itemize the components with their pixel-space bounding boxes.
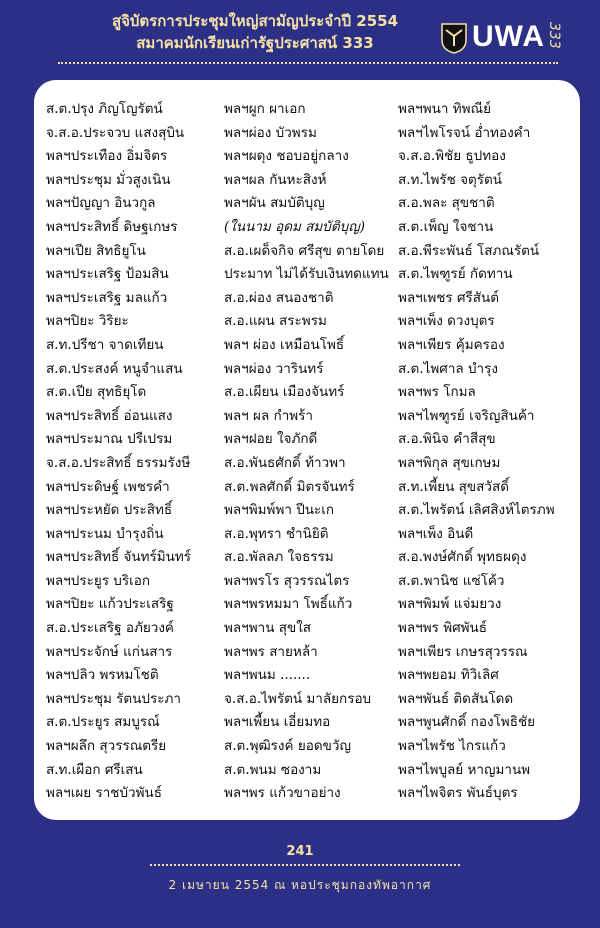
name-entry: พลฯเปีย สิทธิยูโน — [46, 242, 146, 259]
name-entry: ประมาท ไม่ได้รับเงินทดแทน — [224, 266, 389, 283]
name-column-1 — [46, 98, 226, 806]
footer-divider — [150, 864, 460, 866]
name-entry: พลฯผดุง ชอบอยู่กลาง — [224, 148, 349, 165]
name-entry: ส.ต.ปรุง ภิญโญรัตน์ — [46, 101, 163, 117]
name-entry: พลฯประนม บำรุงถิ่น — [46, 525, 164, 542]
name-entry: พลฯไพบูลย์ หาญมานพ — [398, 761, 531, 778]
name-entry: พลฯประสิทธิ์ ดิษฐเกษร — [46, 218, 178, 235]
name-entry: พลฯพูนศักดิ์ กองโพธิชัย — [398, 714, 536, 731]
name-entry: พลฯพันธ์ ติดสันโดด — [398, 690, 514, 707]
name-entry: พลฯเพียร เกษรสุวรรณ — [398, 643, 528, 660]
document-subtitle: สมาคมนักเรียนเก่ารัฐประศาสน์ 333 — [136, 34, 374, 52]
name-entry: ส.ท.เพี้ยน สุขสวัสดิ์ — [398, 478, 509, 495]
name-entry: ส.อ.เผียน เมืองจันทร์ — [224, 384, 345, 401]
name-entry: ส.ต.พุฒิรงค์ ยอดขวัญ — [224, 738, 351, 755]
name-entry: ส.ต.ประยูร สมบูรณ์ — [46, 714, 160, 731]
name-entry: พลฯผลึก สุวรรณตรีย — [46, 738, 167, 755]
name-entry: พลฯพร พิศพันธ์ — [398, 620, 488, 637]
name-entry: ส.อ.พุทรา ชำนิยิติ — [224, 525, 329, 542]
name-entry: ส.ต.ไพศาล บำรุง — [398, 360, 498, 377]
name-entry: พลฯไพฑูรย์ เจริญสินค้า — [398, 407, 535, 424]
name-entry: (ในนาม อุดม สมบัติบุญ) — [224, 218, 365, 235]
name-entry: ส.ต.พลศักดิ์ มิตรจันทร์ — [224, 478, 355, 495]
name-entry: พลฯพรหมมา โพธิ์แก้ว — [224, 596, 353, 613]
name-entry: พลฯประหยัด ประสิทธิ์ — [46, 502, 173, 519]
name-entry: ส.ต.ไพฑูรย์ กัดทาน — [398, 266, 513, 283]
name-entry: พลฯประสิทธิ์ อ่อนแสง — [46, 407, 173, 424]
name-entry: พลฯพาน สุขใส — [224, 620, 312, 637]
name-column-2 — [224, 98, 404, 806]
name-entry: จ.ส.อ.พิชัย ธูปทอง — [398, 148, 506, 165]
name-entry: ส.ท.ปรีชา จาดเทียน — [46, 336, 164, 353]
name-entry: พลฯปิยะ วิริยะ — [46, 313, 129, 330]
name-entry: พลฯเผย ราชบัวพันธ์ — [46, 785, 162, 802]
name-entry: พลฯประชุม รัตนประภา — [46, 690, 181, 707]
name-entry: ส.อ.พีระพันธ์ โสภณรัตน์ — [398, 242, 540, 259]
name-entry: พลฯเพ็ง ดวงบุตร — [398, 313, 495, 330]
name-entry: ส.อ.แผน สระพรม — [224, 313, 327, 330]
name-entry: ส.ท.เผือก ศรีเสน — [46, 761, 143, 778]
name-entry: ส.อ.พงษ์ศักดิ์ พุทธผดุง — [398, 549, 527, 566]
name-entry: พลฯประเสริฐ มลแก้ว — [46, 289, 168, 306]
name-entry: ส.ต.พานิช แซ่โค้ว — [398, 572, 505, 589]
name-entry: ส.ต.ไพรัตน์ เลิศสิงห์ไตรภพ — [398, 502, 555, 519]
name-entry: พลฯพิกุล สุขเกษม — [398, 454, 501, 471]
name-entry: ส.อ.พัลลภ ใจธรรม — [224, 549, 334, 566]
name-entry: พลฯไพจิตร พันธ์บุตร — [398, 785, 518, 802]
name-entry: พลฯพรโร สุวรรณไตร — [224, 572, 350, 589]
name-entry: จ.ส.อ.ประสิทธิ์ ธรรมรังษี — [46, 454, 191, 471]
name-entry: พลฯปลิว พรหมโชติ — [46, 667, 159, 684]
name-entry: พลฯผล กันหะสิงห์ — [224, 171, 327, 188]
name-entry: พลฯไพโรจน์ อ่ำทองคำ — [398, 124, 531, 141]
name-entry: พลฯประเทือง อิ่มจิตร — [46, 148, 168, 165]
logo-text: UWA — [472, 20, 545, 53]
name-entry: พลฯประมาณ ปรีเปรม — [46, 431, 173, 448]
name-entry: ส.อ.พินิจ คำสีสุข — [398, 431, 496, 448]
name-entry: ส.ต.พนม ซองาม — [224, 761, 322, 778]
name-entry: พลฯพร สายหล้า — [224, 643, 318, 660]
name-entry: พลฯประดิษฐ์ เพชรคำ — [46, 478, 170, 495]
logo-number: 333 — [546, 22, 562, 49]
name-entry: พลฯพนม ....... — [224, 667, 311, 684]
name-entry: ส.ท.ไพรัช จตุรัตน์ — [398, 171, 503, 188]
document-title: สูจิบัตรการประชุมใหญ่สามัญประจำปี 2554 — [111, 12, 399, 30]
name-entry: พลฯผ่อง วารินทร์ — [224, 360, 324, 377]
header-divider — [58, 62, 558, 64]
name-entry: พลฯประจักษ์ แก่นสาร — [46, 643, 173, 660]
name-entry: ส.ต.เพ็ญ ใจชาน — [398, 218, 494, 235]
name-entry: พลฯเพี้ยน เอี่ยมทอ — [224, 714, 331, 731]
name-entry: พลฯฝอย ใจภักดี — [224, 431, 318, 448]
name-entry: ส.ต.ประสงค์ หนูจำแสน — [46, 360, 183, 377]
name-entry: พลฯพิมพ์ แจ่มยวง — [398, 596, 502, 613]
name-entry: พลฯ ผ่อง เหมือนโพธิ์ — [224, 336, 345, 353]
header — [0, 0, 600, 78]
name-column-3 — [398, 98, 598, 806]
name-entry: พลฯ ผล กำพร้า — [224, 407, 314, 424]
name-entry: พลฯเพ็ง อินดี — [398, 525, 474, 542]
shield-icon — [440, 22, 468, 54]
uwa-logo — [440, 18, 570, 58]
name-entry: ส.อ.พันธศักดิ์ ท้าวพา — [224, 454, 346, 471]
name-entry: พลฯประสิทธิ์ จันทร์มินทร์ — [46, 549, 192, 566]
name-entry: พลฯพนา ทิพณีย์ — [398, 101, 491, 117]
name-entry: พลฯพร แก้วขาอย่าง — [224, 785, 341, 802]
name-entry: ส.อ.ผ่อง สนองชาติ — [224, 289, 334, 306]
name-entry: พลฯปัญญา อินวกูล — [46, 195, 156, 212]
name-entry: พลฯไพรัช ไกรแก้ว — [398, 738, 506, 755]
name-entry: ส.อ.ประเสริฐ อภัยวงค์ — [46, 620, 174, 637]
name-entry: พลฯประยูร บริเอก — [46, 572, 150, 589]
name-entry: พลฯเพียร คุ้มครอง — [398, 336, 505, 353]
name-entry: ส.อ.เผด็จกิจ ศรีสุข ตายโดย — [224, 242, 385, 259]
name-entry: ส.ต.เปีย สุทธิยุโด — [46, 384, 147, 401]
name-entry: พลฯผ่อง บัวพรม — [224, 124, 317, 141]
name-entry: พลฯพิมพ์พา ปีนะเก — [224, 502, 335, 519]
name-entry: พลฯพร โกมล — [398, 384, 476, 401]
name-entry: พลฯประชุม มั่วสูงเนิน — [46, 171, 171, 188]
name-entry: พลฯปิยะ แก้วประเสริฐ — [46, 596, 174, 613]
page-number: 241 — [286, 844, 314, 859]
name-entry: พลฯเพชร ศรีสันต์ — [398, 289, 500, 306]
name-entry: พลฯผูก ผาเอก — [224, 101, 306, 117]
name-entry: ส.อ.พละ สุขชาติ — [398, 195, 495, 212]
footer-date-location: 2 เมษายน 2554 ณ หอประชุมกองทัพอากาศ — [168, 878, 432, 892]
name-entry: พลฯพยอม ทิวิเลิศ — [398, 667, 499, 684]
name-entry: พลฯประเสริฐ ป้อมสิน — [46, 266, 169, 283]
name-entry: จ.ส.อ.ไพรัตน์ มาลัยกรอบ — [224, 690, 372, 707]
name-entry: จ.ส.อ.ประจวบ แสงสุบิน — [46, 124, 185, 141]
name-entry: พลฯผัน สมบัติบุญ — [224, 195, 325, 212]
